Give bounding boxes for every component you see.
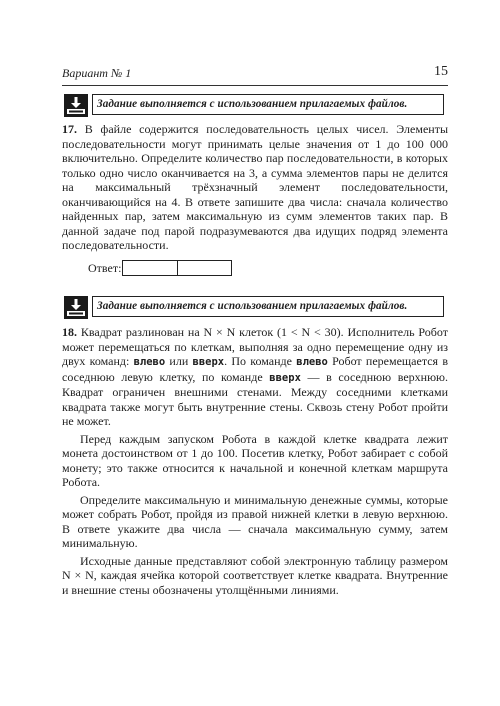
files-banner-18	[64, 296, 446, 319]
variant-label: Вариант № 1	[62, 66, 132, 80]
files-banner-text: Задание выполняется с использованием прилагаемых файлов.	[92, 296, 444, 317]
download-file-icon	[64, 296, 88, 319]
task-17	[62, 122, 448, 256]
cmd-left: влево	[296, 356, 328, 368]
download-file-icon	[64, 94, 88, 117]
cmd-left: влево	[133, 356, 166, 368]
task-18-or: или	[165, 354, 193, 368]
answer-label: Ответ:	[88, 261, 122, 275]
task-18-number: 18.	[62, 325, 77, 339]
answer-cells[interactable]	[122, 260, 232, 276]
answer-cell-divider	[177, 261, 178, 275]
header-rule	[62, 85, 448, 86]
cmd-up: вверх	[192, 356, 225, 368]
files-banner-text: Задание выполняется с использованием прилагаемых файлов.	[92, 94, 444, 115]
page-header	[62, 66, 448, 84]
files-banner-17	[64, 94, 446, 117]
task-17-number: 17.	[62, 122, 77, 136]
task-18-p1c: Робот перемещается в соседнюю левую клетку, по команде	[62, 354, 448, 384]
cmd-up: вверх	[269, 371, 301, 384]
page-number: 15	[434, 64, 448, 79]
task-18-p4: Исходные данные представляют собой электронную таблицу размером N × N, каждая ячейка которой соответствует клетке квадрата. Внутренние и внешние стены обозначены утолщёнными линиями.	[62, 553, 448, 597]
task-18-p2: Перед каждым запуском Робота в каждой клетке квадрата лежит монета достоинством от 1 до 100. Посетив клетку, Робот забирает с собой монету; это также относится к начальной и конечной клеткам маршрута Робота.	[62, 431, 448, 489]
task-18-p1a: Квадрат разлинован на N × N клеток (1 < N < 30). Исполнитель Робот может перемещаться по клеткам, выполняя за одно перемещение одну из двух команд:	[62, 325, 449, 368]
task-18	[62, 325, 448, 600]
task-18-p1b: . По команде	[224, 354, 297, 368]
task-18-p3: Определите максимальную и минимальную денежные суммы, которые может собрать Робот, пройдя из правой нижней клетки в левую верхнюю. В ответе укажите два числа — сначала максимальную сумму, затем минимальную.	[62, 492, 448, 550]
task-18-p1d: — в соседнюю верхнюю. Квадрат ограничен внешними стенами. Между соседними клетками квадрата также могут быть внутренние стены. Сквозь стену Робот пройти не может.	[62, 369, 448, 428]
task-17-text: В файле содержится последовательность целых чисел. Элементы последовательности могут принимать целые значения от 1 до 100 000 включительно. Определите количество пар последовательности, в которых только одно число оканчивается на 3, а сумма элементов пары не делится на максимальный трёхзначный элемент последовательности, оканчивающийся на 4. В ответе запишите два числа: сначала количество найденных пар, затем максимальную из сумм элементов таких пар. В данной задаче под парой подразумеваются два идущих подряд элемента последовательности.	[62, 122, 449, 252]
